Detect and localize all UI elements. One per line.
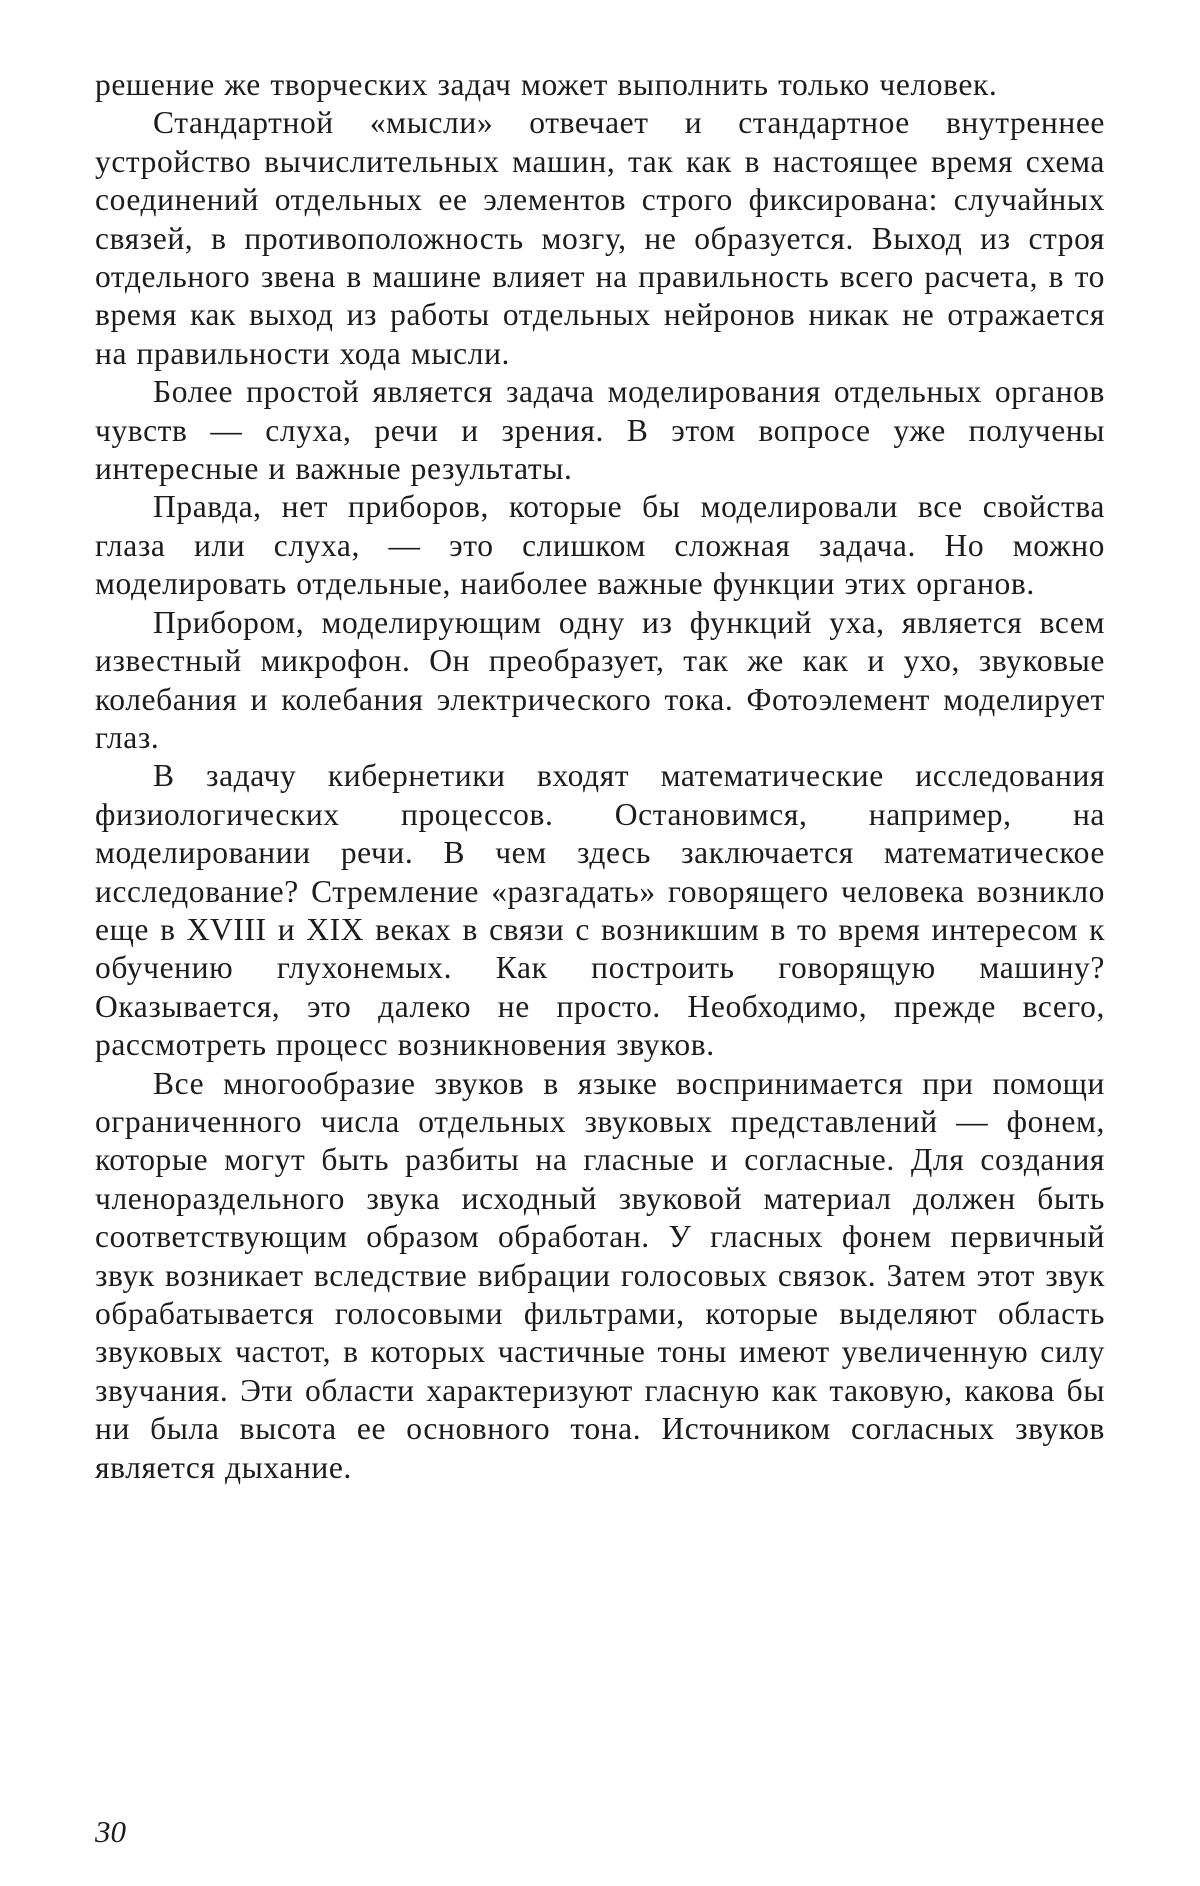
paragraph: Правда, нет приборов, которые бы моделировали все свойства глаза или слуха, — это слишком сложная задача. Но можно моделировать отдельные, наиболее важные функции этих органов. — [95, 489, 1105, 602]
paragraph-continued: решение же творческих задач может выполнить только человек. — [95, 67, 998, 102]
paragraph: Стандартной «мысли» отвечает и стандартное внутреннее устройство вычислительных машин, так как в настоящее время схема соединений отдельных ее элементов строго фиксирована: случайных связей, в противоположность мозгу, не образуется. Выход из строя отдельного звена в машине влияет на правильность всего расчета, в то время как выход из работы отдельных нейронов никак не отражается на правильности хода мысли. — [95, 105, 1105, 371]
paragraph: Более простой является задача моделирования отдельных органов чувств — слуха, речи и зрения. В этом вопросе уже получены интересные и важные результаты. — [95, 374, 1105, 487]
body-text — [95, 66, 1105, 1487]
paragraph: В задачу кибернетики входят математические исследования физиологических процессов. Остановимся, например, на моделировании речи. В чем здесь заключается математическое исследование? Стремление «разгадать» говорящего человека возникло еще в XVIII и XIX веках в связи с возникшим в то время интересом к обучению глухонемых. Как построить говорящую машину? Оказывается, это далеко не просто. Необходимо, прежде всего, рассмотреть процесс возникновения звуков. — [95, 758, 1105, 1063]
paragraph: Прибором, моделирующим одну из функций уха, является всем известный микрофон. Он преобразует, так же как и ухо, звуковые колебания и колебания электрического тока. Фотоэлемент моделирует глаз. — [95, 604, 1105, 755]
paragraph: Все многообразие звуков в языке воспринимается при помощи ограниченного числа отдельных звуковых представлений — фонем, которые могут быть разбиты на гласные и согласные. Для создания членораздельного звука исходный звуковой материал должен быть соответствующим образом обработан. У гласных фонем первичный звук возникает вследствие вибрации голосовых связок. Затем этот звук обрабатывается голосовыми фильтрами, которые выделяют область звуковых частот, в которых частичные тоны имеют увеличенную силу звучания. Эти области характеризуют гласную как таковую, какова бы ни была высота ее основного тона. Источником согласных звуков является дыхание. — [95, 1065, 1105, 1485]
book-page — [95, 66, 1105, 1849]
page-number: 30 — [95, 1814, 126, 1849]
